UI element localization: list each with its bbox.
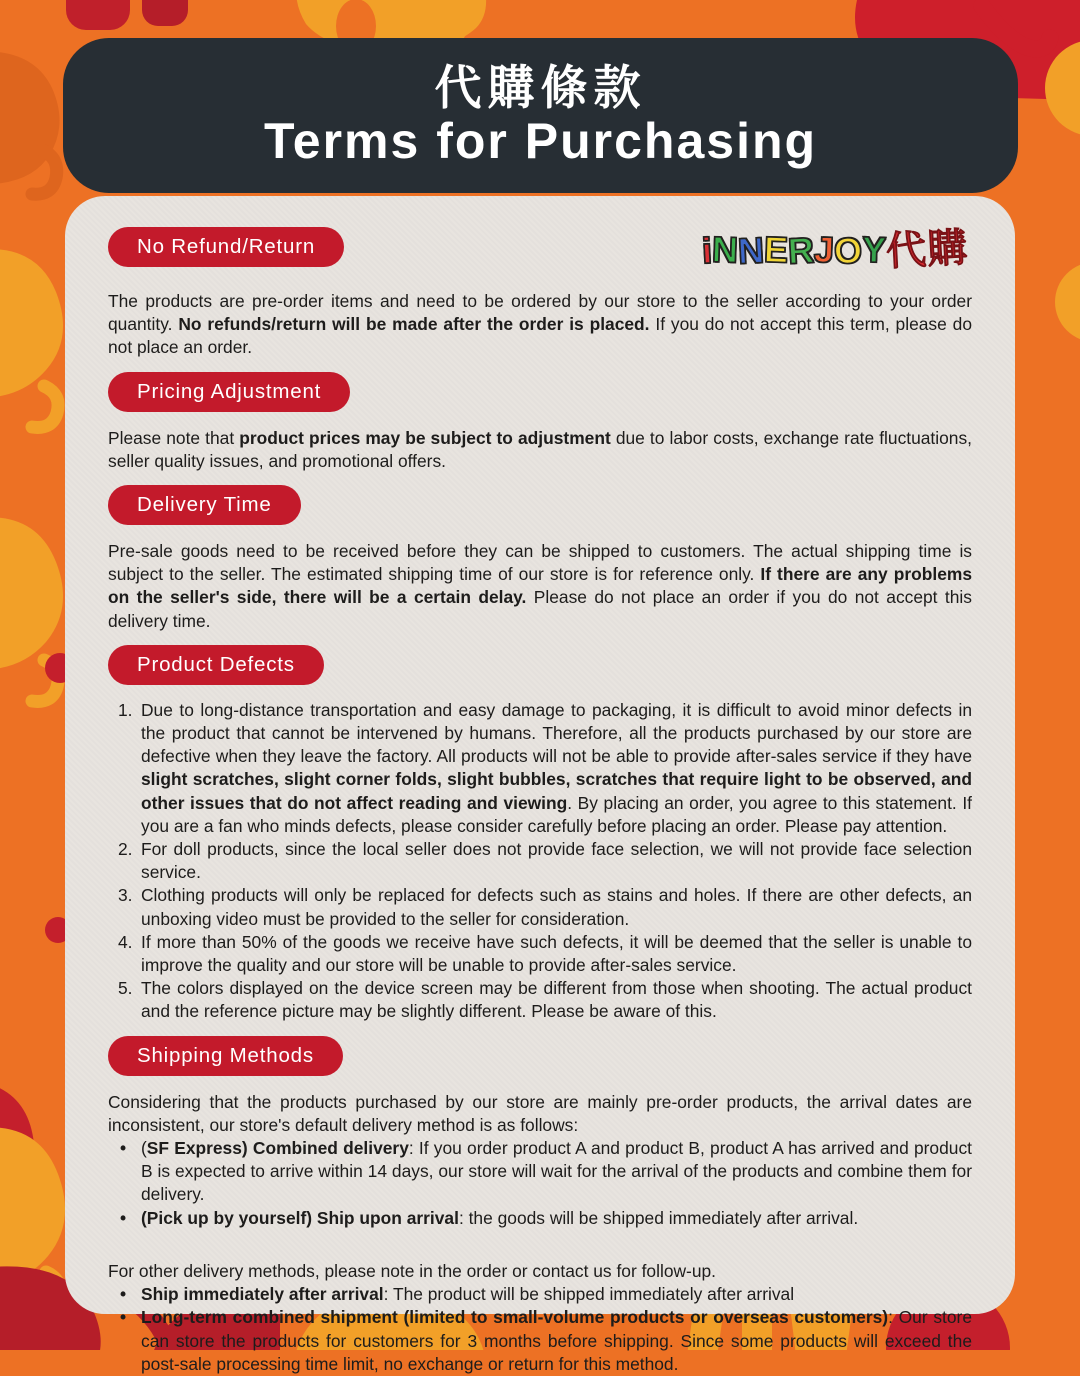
defect-item-5: 5. The colors displayed on the device screen may be different from those when shooting. The actual product and the reference picture may be slightly different. Please be aware of this. (118, 978, 972, 1022)
page-title-zh: 代購條款 (434, 60, 647, 114)
amber-elephant-left-1 (0, 249, 63, 427)
other-delivery-list (108, 1283, 972, 1376)
delivery-option-sf-express: • (SF Express) Combined delivery: If you order product A and product B, product A has arrived and product B is expected to arrive within 14 days, our store will wait for the arrival of the products and combine them for delivery. (120, 1137, 972, 1207)
bullet-icon: • (120, 1307, 127, 1328)
delivery-option-pickup: • (Pick up by yourself) Ship upon arrival: the goods will be shipped immediately after arrival. (120, 1207, 972, 1230)
header-banner (63, 38, 1018, 193)
bullet-icon: • (120, 1207, 127, 1228)
other-delivery-note: For other delivery methods, please note in the order or contact us for follow-up. (108, 1260, 717, 1281)
product-defects-list (108, 699, 972, 1024)
badge-product-defects: Product Defects (108, 645, 324, 685)
default-delivery-list (108, 1137, 972, 1230)
defect-item-3: 3. Clothing products will only be replaced for defects such as stains and holes. If there are other defects, an unboxing video must be provided to the seller for consideration. (118, 885, 972, 929)
pricing-paragraph: Please note that product prices may be subject to adjustment due to labor costs, exchange rate fluctuations, seller quality issues, and promotional offers. (108, 427, 973, 471)
badge-pricing-adjustment: Pricing Adjustment (108, 372, 350, 412)
no-refund-paragraph: The products are pre-order items and need to be ordered by our store to the seller according to your order quantity. No refunds/return will be made after the order is placed. If you do not accept this term, please do not place an order. (108, 291, 972, 358)
brand-logo: iNNERJOY代購 (700, 225, 970, 275)
delivery-option-long-term: • Long-term combined shipment (limited to small-volume products or overseas customers): Our store can store the products for customers for 3 months before shipping. Since some products will exceed the post-sale processing time limit, no exchange or return for this method. (120, 1306, 972, 1376)
bullet-icon: • (120, 1138, 127, 1159)
red-elephant-feet-top-left (66, 0, 188, 30)
delivery-paragraph: Pre-sale goods need to be received before they can be shipped to customers. The actual shipping time is subject to the seller. The estimated shipping time of our store is for reference only. If there are any problems on the seller's side, there will be a certain delay. Please do not place an order if you do not accept this delivery time. (108, 541, 973, 631)
dark-orange-elephant-left (0, 51, 60, 194)
defect-item-2: 2. For doll products, since the local seller does not provide face selection, we will not provide face selection service. (118, 839, 972, 883)
badge-shipping-methods: Shipping Methods (108, 1036, 343, 1076)
defect-item-4: 4. If more than 50% of the goods we receive have such defects, it will be deemed that the seller is unable to improve the quality and our store will be unable to provide after-sales service. (118, 931, 972, 976)
defect-item-1: 1. Due to long-distance transportation and easy damage to packaging, it is difficult to avoid minor defects in the product that cannot be intervened by humans. Therefore, all the products purchased by our store are defective when they leave the factory. All products will not be able to provide after-sales service if they have slight scratches, slight corner folds, slight bubbles, scratches that require light to be observed, and other issues that do not affect reading and viewing. By placing an order, you agree to this statement. If you are a fan who minds defects, please consider carefully before placing an order. Please pay attention. (118, 699, 972, 836)
page-title-en: Terms for Purchasing (263, 113, 818, 170)
shipping-intro-paragraph: Considering that the products purchased by our store are mainly pre-order products, the arrival dates are inconsistent, our store's default delivery method is as follows: (108, 1091, 972, 1135)
badge-no-refund: No Refund/Return (108, 227, 344, 267)
delivery-option-ship-immediately: • Ship immediately after arrival: The product will be shipped immediately after arrival (120, 1283, 972, 1306)
bullet-icon: • (120, 1284, 127, 1305)
amber-circle-right (1055, 262, 1080, 342)
terms-card (65, 196, 1015, 1374)
badge-delivery-time: Delivery Time (108, 485, 301, 525)
